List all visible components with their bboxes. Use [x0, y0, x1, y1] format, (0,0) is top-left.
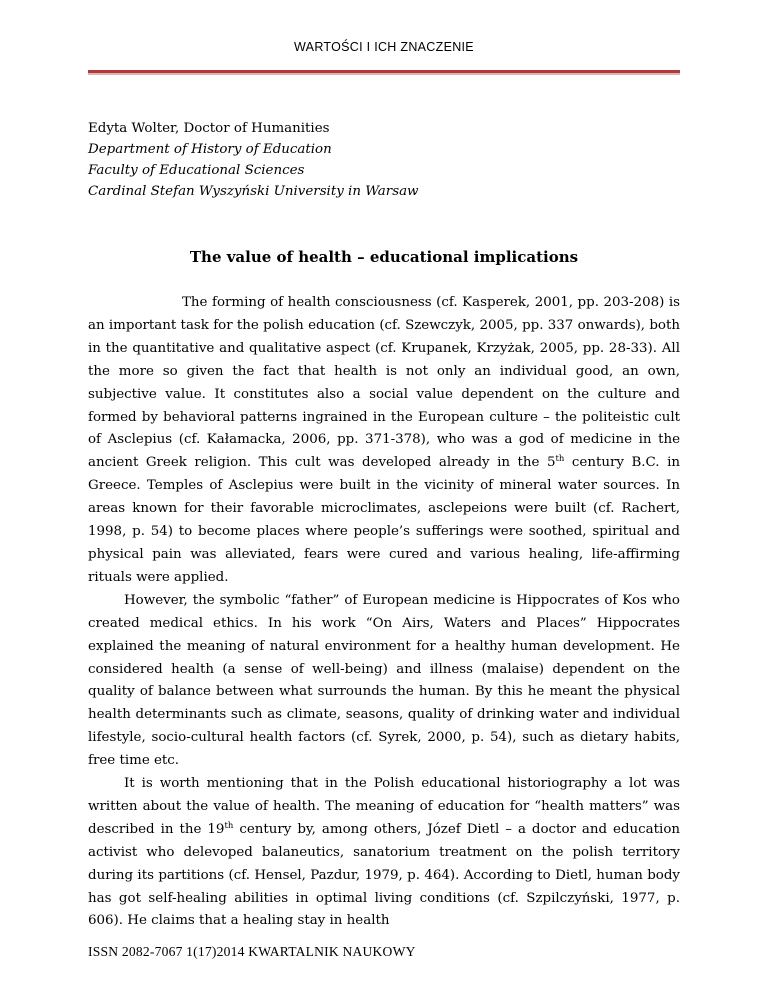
paragraph-1	[88, 292, 680, 590]
footer-issn: ISSN 2082-7067 1(17)2014 KWARTALNIK NAUKOWY	[88, 944, 416, 959]
paragraph-3-text-b: century by, among others, Józef Dietl – a doctor and education activist who delevoped balaneutics, sanatorium treatment on the polish territory during its partitions (cf. Hensel, Pazdur, 1979, p. 464). According to Dietl, human body has got self-healing abilities in optimal living conditions (cf. Szpilczyński, 1977, p. 606). He claims that a healing stay in health	[88, 821, 680, 929]
author-name: Edyta Wolter, Doctor of Humanities	[88, 121, 330, 136]
paragraph-1-text-a: The forming of health consciousness (cf. Kasperek, 2001, pp. 203-208) is an important task for the polish education (cf. Szewczyk, 2005, pp. 337 onwards), both in the quantitative and qualitative aspect (cf. Krupanek, Krzyżak, 2005, pp. 28-33). All the more so given the fact that health is not only an individual good, an own, subjective value. It constitutes also a social value dependent on the culture and formed by behavioral patterns ingrained in the European culture – the politeistic cult of Asclepius (cf. Kałamacka, 2006, pp. 371-378), who was a god of medicine in the ancient Greek religion. This cult was developed already in the 5	[88, 295, 680, 471]
article-title: The value of health – educational implications	[189, 248, 579, 266]
paragraph-2: However, the symbolic “father” of European medicine is Hippocrates of Kos who created medical ethics. In his work “On Airs, Waters and Places” Hippocrates explained the meaning of natural environment for a healthy human development. He considered health (a sense of well-being) and illness (malaise) dependent on the quality of balance between what surrounds the human. By this he meant the physical health determinants such as climate, seasons, quality of drinking water and individual lifestyle, socio-cultural health factors (cf. Syrek, 2000, p. 54), such as dietary habits, free time etc.	[88, 592, 680, 769]
superscript-th: th	[224, 820, 234, 831]
paragraph-3	[88, 773, 680, 933]
paragraph-1-text-b: century B.C. in Greece. Temples of Asclepius were built in the vicinity of mineral water sources. In areas known for their favorable microclimates, asclepeions were built (cf. Rachert, 1998, p. 54) to become places where people’s sufferings were soothed, spiritual and physical pain was alleviated, fears were cured and various healing, life-affirming rituals were applied.	[88, 455, 680, 585]
author-university: Cardinal Stefan Wyszyński University in Warsaw	[88, 184, 419, 199]
superscript-th: th	[555, 454, 565, 465]
author-department: Department of History of Education	[88, 142, 332, 157]
paragraph-3-text-a: It is worth mentioning that in the Polish educational historiography a lot was written about the value of health. The meaning of education for “health matters” was described in the 19	[88, 776, 680, 837]
article-body	[88, 292, 680, 933]
author-faculty: Faculty of Educational Sciences	[88, 163, 305, 178]
running-header: WARTOŚCI I ICH ZNACZENIE	[294, 40, 474, 54]
header-rule	[88, 70, 680, 73]
author-block	[88, 118, 419, 202]
